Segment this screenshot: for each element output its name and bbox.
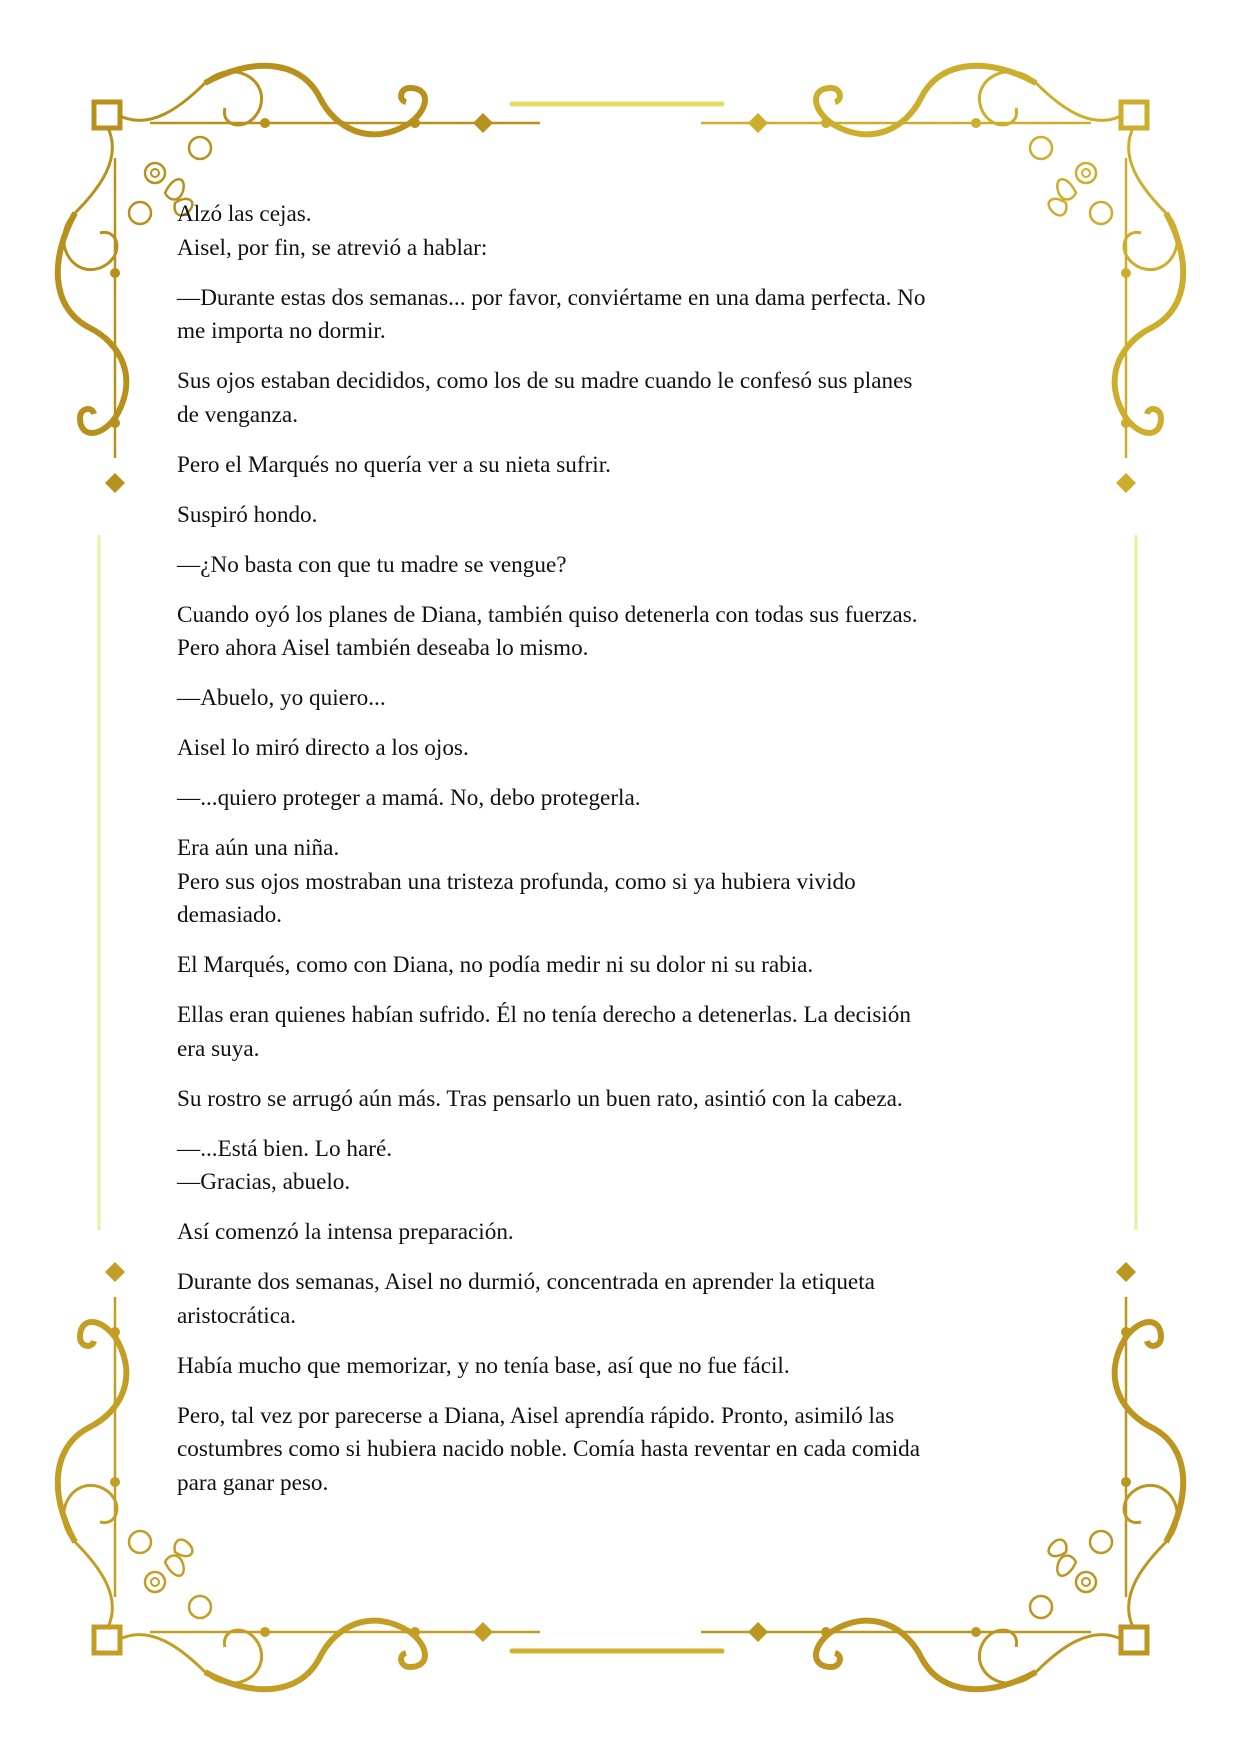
text-line: —...quiero proteger a mamá. No, debo protegerla.	[177, 785, 641, 811]
paragraph	[177, 999, 1077, 1066]
paragraph	[177, 599, 1077, 666]
text-line: para ganar peso.	[177, 1469, 329, 1496]
text-line: Cuando oyó los planes de Diana, también quiso detenerla con todas sus fuerzas.	[177, 601, 918, 628]
text-line: de venganza.	[177, 401, 299, 428]
text-line: me importa no dormir.	[177, 318, 386, 344]
text-line: —Abuelo, yo quiero...	[177, 685, 386, 711]
paragraph	[177, 782, 1077, 816]
text-line: Aisel lo miró directo a los ojos.	[177, 735, 469, 761]
paragraph	[177, 549, 1077, 583]
paragraph	[177, 499, 1077, 533]
paragraph	[177, 1133, 1077, 1200]
paragraph	[177, 832, 1077, 933]
text-line: Ellas eran quienes habían sufrido. Él no tenía derecho a detenerlas. La decisión	[177, 1002, 911, 1028]
text-line: Pero, tal vez por parecerse a Diana, Aisel aprendía rápido. Pronto, asimiló las	[177, 1402, 895, 1429]
text-line: costumbres como si hubiera nacido noble. Comía hasta reventar en cada comida	[177, 1436, 921, 1462]
story-text	[177, 198, 1077, 1517]
text-line: Había mucho que memorizar, y no tenía base, así que no fue fácil.	[177, 1352, 790, 1379]
text-line: Suspiró hondo.	[177, 501, 318, 528]
text-line: Pero el Marqués no quería ver a su nieta sufrir.	[177, 451, 611, 478]
text-line: Sus ojos estaban decididos, como los de su madre cuando le confesó sus planes	[177, 368, 913, 394]
text-line: era suya.	[177, 1035, 260, 1062]
text-line: Aisel, por fin, se atrevió a hablar:	[177, 234, 488, 261]
text-line: —Durante estas dos semanas... por favor, conviértame en una dama perfecta. No	[177, 284, 926, 311]
text-line: Su rostro se arrugó aún más. Tras pensarlo un buen rato, asintió con la cabeza.	[177, 1085, 903, 1112]
text-line: Pero sus ojos mostraban una tristeza profunda, como si ya hubiera vivido	[177, 868, 856, 895]
text-line: Así comenzó la intensa preparación.	[177, 1219, 514, 1245]
text-line: —¿No basta con que tu madre se vengue?	[177, 551, 567, 578]
paragraph	[177, 1266, 1077, 1333]
paragraph	[177, 949, 1077, 983]
paragraph	[177, 449, 1077, 483]
text-line: Pero ahora Aisel también deseaba lo mismo.	[177, 635, 589, 661]
text-line: Era aún una niña.	[177, 835, 340, 861]
paragraph	[177, 1083, 1077, 1117]
paragraph	[177, 682, 1077, 716]
text-line: —Gracias, abuelo.	[177, 1169, 351, 1195]
paragraph	[177, 365, 1077, 432]
text-line: Durante dos semanas, Aisel no durmió, concentrada en aprender la etiqueta	[177, 1269, 875, 1295]
paragraph	[177, 732, 1077, 766]
text-line: El Marqués, como con Diana, no podía medir ni su dolor ni su rabia.	[177, 952, 814, 978]
text-line: aristocrática.	[177, 1302, 297, 1329]
paragraph	[177, 1400, 1077, 1501]
paragraph	[177, 198, 1077, 265]
text-line: Alzó las cejas.	[177, 201, 312, 227]
paragraph	[177, 282, 1077, 349]
text-line: demasiado.	[177, 902, 282, 928]
paragraph	[177, 1216, 1077, 1250]
paragraph	[177, 1350, 1077, 1384]
text-line: —...Está bien. Lo haré.	[177, 1135, 393, 1162]
